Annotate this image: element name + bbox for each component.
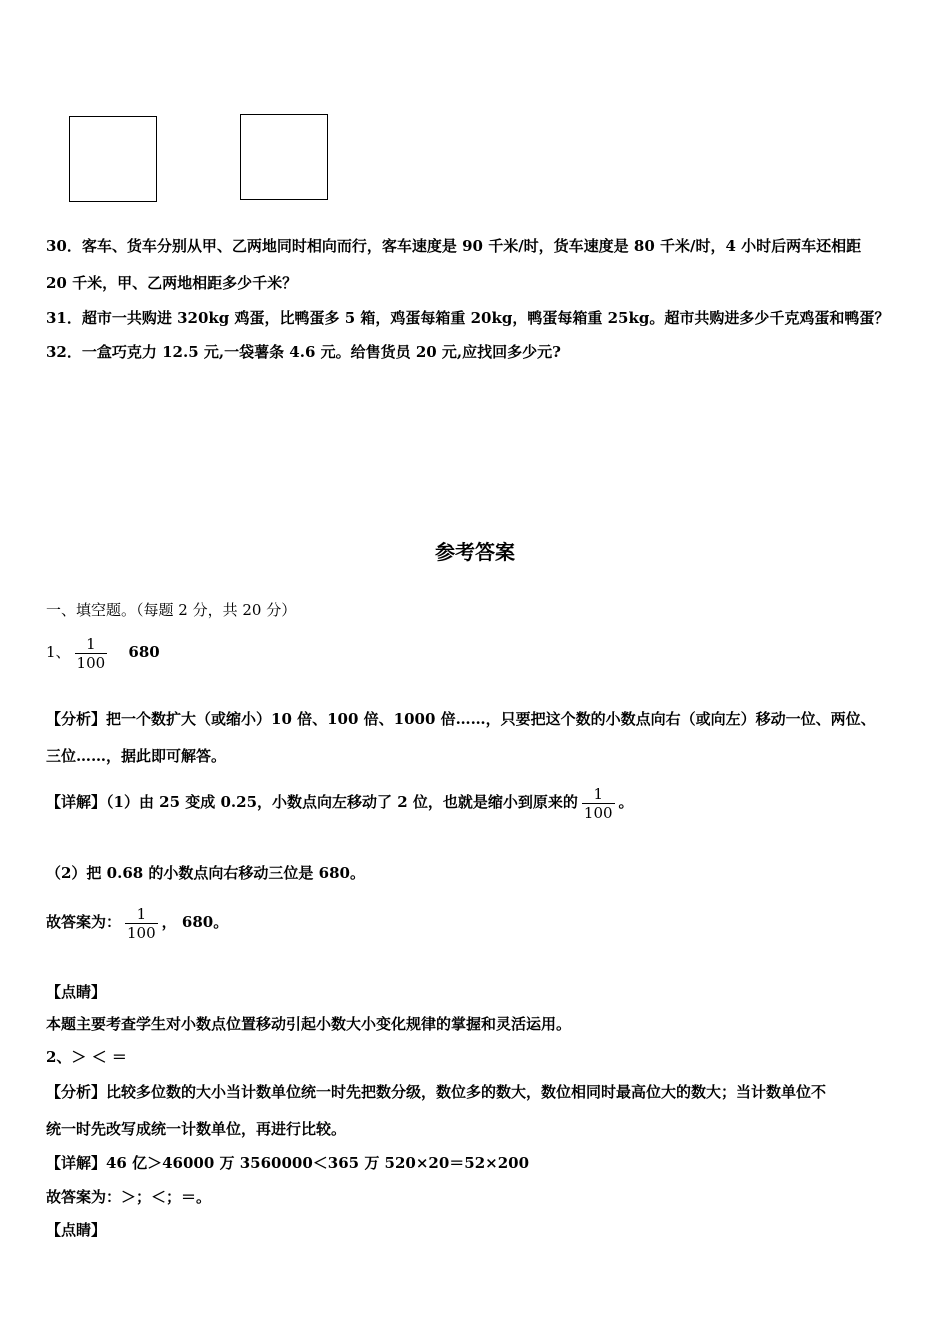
analysis-2-line2: 统一时先改写成统一计数单位，再进行比较。 [46, 1120, 347, 1138]
question-30-line2: 20 千米，甲、乙两地相距多少千米？ [46, 274, 298, 292]
point-label-1: 【点睛】 [46, 983, 107, 1001]
question-32: 32．一盒巧克力 12.5 元,一袋薯条 4.6 元。给售货员 20 元,应找回多少元? [46, 343, 561, 361]
answer-1 [46, 632, 160, 672]
detail-2: 【详解】46 亿＞46000 万 3560000＜365 万 520×20＝52×200 [46, 1154, 530, 1172]
square-figure-right [240, 114, 328, 200]
answer-1-value: 680 [128, 643, 160, 661]
question-30-line1: 30．客车、货车分别从甲、乙两地同时相向而行，客车速度是 90 千米/时，货车速度是 80 千米/时，4 小时后两车还相距 [46, 237, 862, 255]
detail-1-part1 [46, 780, 634, 824]
square-figure-left [69, 116, 157, 202]
question-31: 31．超市一共购进 320kg 鸡蛋，比鸭蛋多 5 箱，鸡蛋每箱重 20kg，鸭蛋每箱重 25kg。超市共购进多少千克鸡蛋和鸭蛋？ [46, 309, 890, 327]
point-label-2: 【点睛】 [46, 1221, 107, 1239]
fraction-1-100: $\frac{1}{100}$ [76, 634, 106, 672]
fraction-1-100: $\frac{1}{100}$ [127, 904, 156, 942]
answer-2-summary: 故答案为：＞；＜；＝。 [46, 1188, 212, 1206]
section-heading: 一、填空题。（每题 2 分，共 20 分） [46, 601, 297, 619]
analysis-1-line2: 三位……，据此即可解答。 [46, 747, 227, 765]
period: 。 [618, 793, 634, 811]
analysis-2-line1: 【分析】比较多位数的大小当计数单位统一时先把数分级，数位多的数大，数位相同时最高位大的数大；当计数单位不 [46, 1083, 827, 1101]
answers-title: 参考答案 [435, 540, 515, 564]
detail-1-part2: （2）把 0.68 的小数点向右移动三位是 680。 [46, 864, 365, 882]
analysis-1-line1: 【分析】把一个数扩大（或缩小）10 倍、100 倍、1000 倍……，只要把这个数的小数点向右（或向左）移动一位、两位、 [46, 710, 876, 728]
answer-rest: ， 680。 [161, 913, 229, 931]
detail-1-text: 【详解】（1）由 25 变成 0.25，小数点向左移动了 2 位，也就是缩小到原来的 [46, 793, 578, 811]
answer-label: 故答案为： [46, 913, 122, 931]
answer-2: 2、＞ ＜ ＝ [46, 1048, 127, 1066]
answer-1-number: 1、 [46, 643, 71, 661]
point-text-1: 本题主要考查学生对小数点位置移动引起小数大小变化规律的掌握和灵活运用。 [46, 1015, 572, 1033]
answer-1-summary [46, 900, 228, 944]
fraction-1-100: $\frac{1}{100}$ [583, 784, 613, 822]
